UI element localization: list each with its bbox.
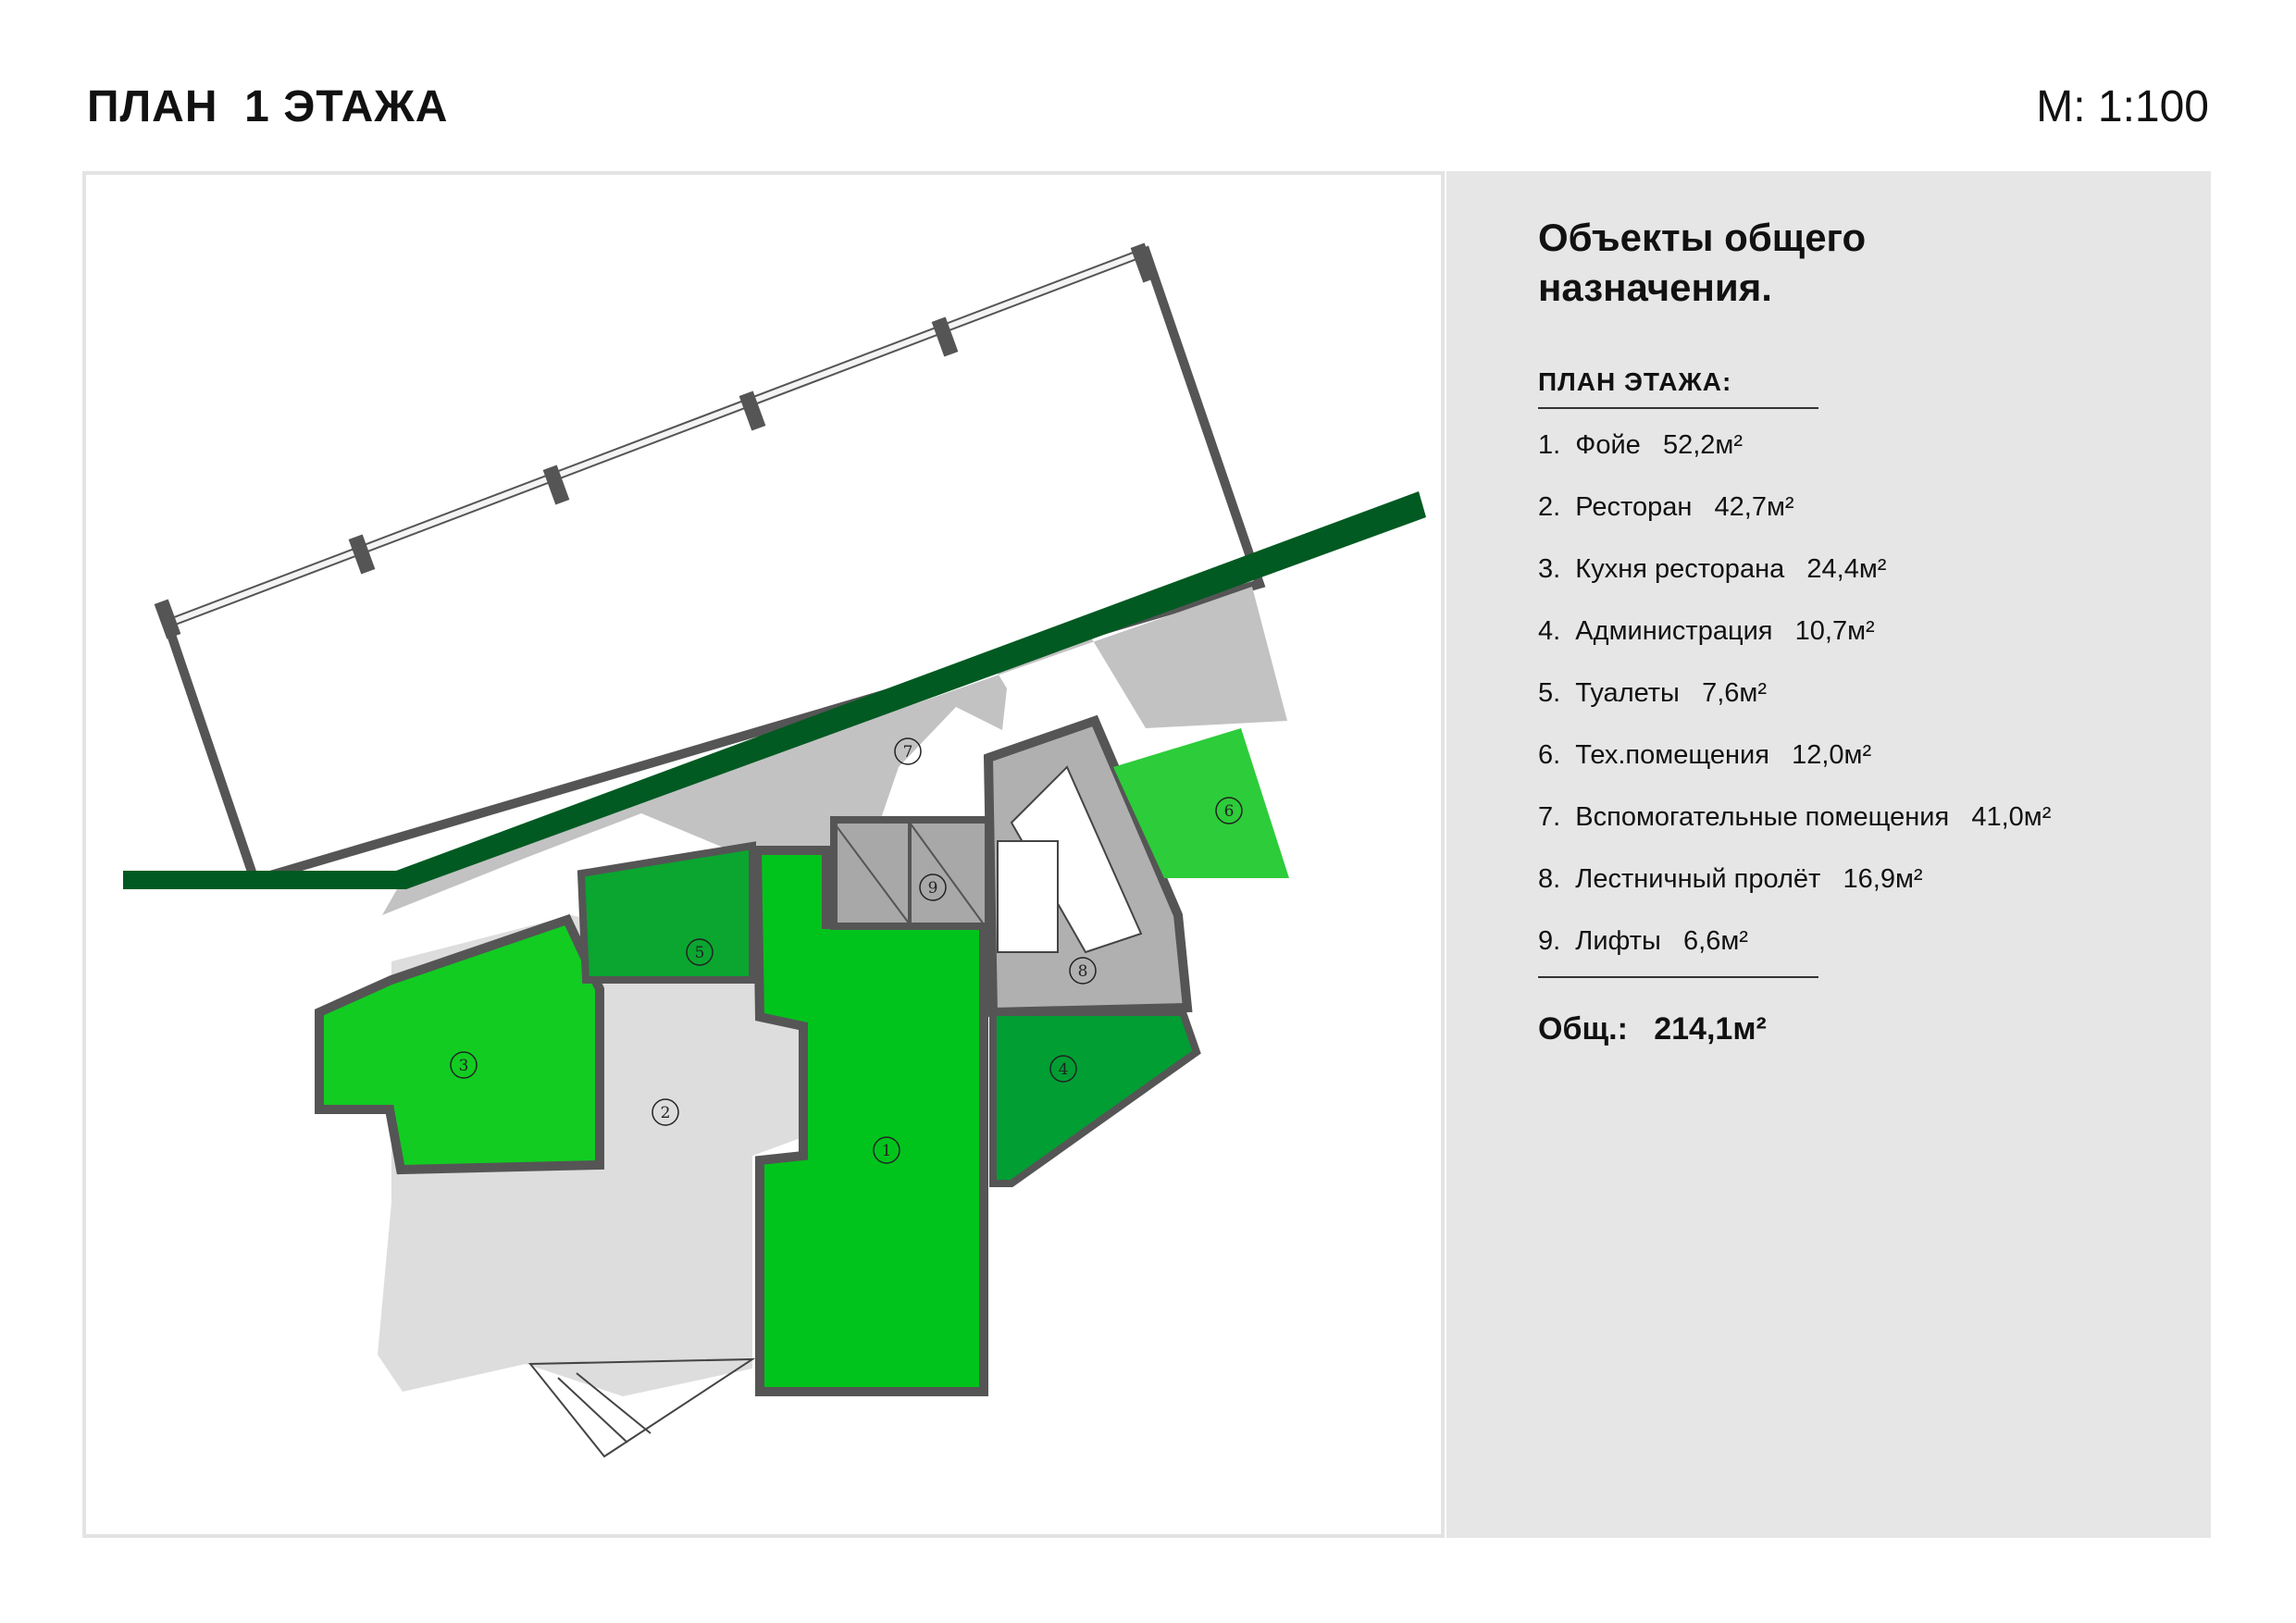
- room-label-3: 3: [458, 1057, 469, 1075]
- legend-item: 7. Вспомогательные помещения 41,0м²: [1538, 802, 2052, 832]
- legend-heading: Объекты общего назначения.: [1538, 216, 1867, 309]
- legend-divider-top: [1538, 407, 1818, 409]
- page-title: ПЛАН 1 ЭТАЖА: [87, 82, 449, 131]
- scale-label: М: 1:100: [2036, 82, 2209, 131]
- room-label-4: 4: [1058, 1060, 1069, 1079]
- legend-item: 9. Лифты 6,6м²: [1538, 926, 1748, 956]
- room-label-8: 8: [1077, 962, 1088, 981]
- room-3-kitchen: [319, 920, 600, 1170]
- legend-list: [1538, 427, 2051, 985]
- room-4-admin: [993, 1012, 1197, 1183]
- legend-item: 1. Фойе 52,2м²: [1538, 430, 1744, 460]
- legend-item: 8. Лестничный пролёт 16,9м²: [1538, 864, 1923, 894]
- room-label-9: 9: [927, 879, 938, 898]
- legend-item: 2. Ресторан 42,7м²: [1538, 492, 1794, 522]
- legend-panel: [1446, 171, 2211, 1538]
- room-label-5: 5: [694, 944, 705, 962]
- legend-divider-bottom: [1538, 976, 1818, 978]
- legend-total: Общ.: 214,1м²: [1538, 1011, 1767, 1047]
- floor-plan-drawing: [86, 175, 1441, 1534]
- room-5-toilets: [581, 846, 752, 980]
- room-label-6: 6: [1223, 802, 1235, 821]
- room-label-7: 7: [902, 743, 913, 762]
- legend-item: 4. Администрация 10,7м²: [1538, 616, 1875, 646]
- room-label-2: 2: [660, 1104, 671, 1122]
- floor-plan-frame: [82, 171, 1445, 1538]
- legend-item: 6. Тех.помещения 12,0м²: [1538, 740, 1872, 770]
- legend-subheading: ПЛАН ЭТАЖА:: [1538, 367, 1732, 396]
- legend-item: 5. Туалеты 7,6м²: [1538, 678, 1767, 708]
- legend-item: 3. Кухня ресторана 24,4м²: [1538, 554, 1887, 584]
- room-label-1: 1: [881, 1142, 892, 1160]
